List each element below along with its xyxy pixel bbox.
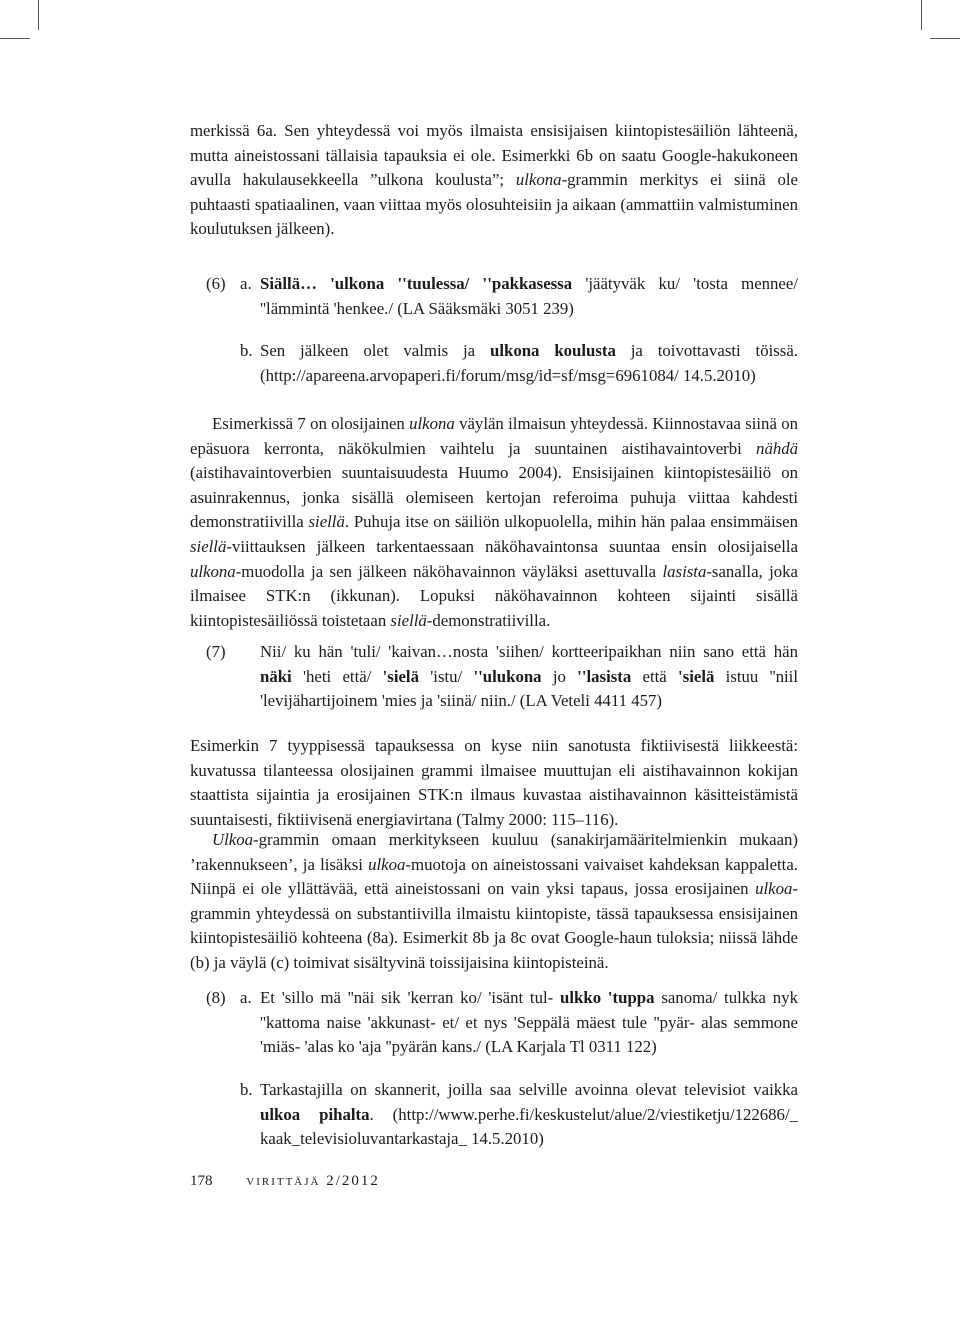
crop-mark bbox=[0, 38, 30, 39]
text: että bbox=[631, 666, 679, 686]
paragraph-ulkoa bbox=[190, 828, 798, 976]
example-label-b: b. bbox=[240, 341, 253, 360]
paragraph-example-7-discussion bbox=[190, 412, 798, 633]
bold-text: ''ulukona bbox=[473, 666, 542, 686]
text: jo bbox=[541, 666, 578, 686]
text: ja toivottavasti töissä. (http://apareena.arvopaperi.fi/forum/msg/id=sf/msg=6961084/ 14.5.2010) bbox=[260, 341, 798, 385]
example-6b-text bbox=[260, 339, 798, 388]
text: -muotoja on aineistossani vaivaiset kahdeksan kappaletta. Niinpä ei ole yllättävää, että aineistossani on vain yksi tapaus, jossa erosijainen bbox=[190, 854, 798, 899]
italic-term: Ulkoa bbox=[212, 830, 254, 849]
text: -grammin merkitys ei siinä ole puhtaasti spatiaalinen, vaan viittaa myös olosuhteisiin ja aikaan (ammattiin valmistuminen koulutuksen jälkeen). bbox=[190, 170, 798, 239]
text: . Puhuja itse on säiliön ulkopuolella, mihin hän palaa ensimmäisen bbox=[344, 512, 798, 532]
example-number: (7) bbox=[206, 642, 226, 661]
text: -sanalla, joka ilmaisee STK:n (ikkunan). Lopuksi näköhavainnon kohteen sijainti sisällä kiintopistesäiliössä toistetaan bbox=[190, 561, 798, 630]
text: 'heti että/ bbox=[291, 666, 383, 686]
text: Esimerkin 7 tyyppisessä tapauksessa on kyse niin sanotusta fiktiivisestä liikkeestä: kuvatussa tilanteessa olosijainen grammi ilmaisee muuttujan eli aistihavainnon kokijan staattista sijaintia ja erosijainen STK:n ilmaus kuvastaa aistihavainnon käsitteistämistä suuntaisesti, fiktiivisenä energiavirtana (Talmy 2000: 115–116). bbox=[190, 736, 798, 829]
text: 'jäätyväk ku/ 'tosta mennee/ ''lämmintä 'henkee./ (LA Sääksmäki 3051 239) bbox=[260, 274, 798, 318]
italic-term: siellä bbox=[390, 610, 427, 630]
italic-term: siellä bbox=[190, 536, 227, 556]
bold-text: ulkoa pihalta bbox=[260, 1104, 370, 1124]
paragraph-intro bbox=[190, 119, 798, 242]
italic-term: siellä bbox=[308, 512, 345, 532]
text: merkissä 6a. Sen yhteydessä voi myös ilmaista ensisijaisen kiintopistesäiliön lähteenä, mutta aineistossani tällaisia tapauksia ei ole. Esimerkki 6b on saatu Google-hakukoneen avulla hakulausekkeella ”ulkona koulusta”; bbox=[190, 121, 798, 190]
italic-term: lasista bbox=[662, 561, 707, 581]
bold-text: ''lasista bbox=[577, 666, 632, 686]
page-number: 178 bbox=[190, 1173, 213, 1189]
example-label-a: a. bbox=[240, 988, 252, 1007]
example-number: (6) bbox=[206, 274, 226, 293]
bold-text: 'sielä bbox=[678, 666, 715, 686]
text: Tarkastajilla on skannerit, joilla saa selville avoinna olevat televisiot vaikka bbox=[260, 1080, 798, 1099]
text: 'istu/ bbox=[418, 666, 474, 686]
text: Sen jälkeen olet valmis ja bbox=[260, 341, 490, 360]
example-8b-text bbox=[260, 1078, 798, 1152]
text: -demonstratiivilla. bbox=[426, 610, 551, 630]
paragraph-fictive-motion bbox=[190, 734, 798, 832]
example-label-b: b. bbox=[240, 1080, 253, 1099]
bold-text: Siällä… 'ulkona ''tuulessa/ ''pakkasessa bbox=[260, 274, 573, 293]
text: -viittauksen jälkeen tarkentaessaan näköhavaintonsa suuntaa ensin olosijaisella bbox=[226, 536, 798, 556]
crop-mark bbox=[921, 0, 922, 30]
text: sanoma/ tulkka nyk ''kattoma naise 'akkunast- et/ et nys 'Seppälä mäest tule ''pyär- alas semmone 'miäs- 'alas ko 'aja ''pyärän kans./ (LA Karjala Tl 0311 122) bbox=[260, 988, 798, 1057]
example-6a-text bbox=[260, 272, 798, 321]
crop-mark bbox=[38, 0, 39, 30]
page-footer bbox=[190, 1173, 380, 1190]
text: Et 'sillo mä ''näi sik 'kerran ko/ 'isänt tul- bbox=[260, 988, 561, 1007]
text: -grammin yhteydessä on substantiivilla ilmaistu kiintopiste, tässä tapauksessa ensisijainen kiintopistesäiliö kohteena (8a). Esimerkit 8b ja 8c ovat Google-haun tuloksia; niissä lähde (b) ja väylä (c) toimivat sisältyvinä toissijaisina kiintopisteinä. bbox=[190, 879, 798, 972]
text: -muodolla ja sen jälkeen näköhavainnon väyläksi asettuvalla bbox=[235, 561, 663, 581]
bold-text: näki bbox=[260, 666, 292, 686]
italic-term: ulkona bbox=[409, 414, 455, 433]
italic-term: ulkona bbox=[190, 561, 236, 581]
journal-name: virittäjä 2/2012 bbox=[246, 1173, 380, 1189]
italic-term: ulkoa bbox=[368, 854, 406, 874]
text: istuu ''niil 'levijähartijoinem 'mies ja 'siinä/ niin./ (LA Veteli 4411 457) bbox=[260, 666, 798, 711]
text: -grammin omaan merkitykseen kuuluu (sanakirjamääritelmienkin mukaan) ’rakennukseen’, ja lisäksi bbox=[190, 830, 798, 874]
text: Nii/ ku hän 'tuli/ 'kaivan…nosta 'siihen/ kortteeripaikhan niin sano että hän bbox=[260, 642, 798, 661]
crop-mark bbox=[930, 38, 960, 39]
bold-text: ulkko 'tuppa bbox=[560, 988, 655, 1007]
example-number: (8) bbox=[206, 988, 226, 1007]
text: . (http://www.perhe.fi/keskustelut/alue/2/viestiketju/122686/_ kaak_televisioluvantarkastaja_ 14.5.2010) bbox=[260, 1104, 799, 1149]
text: väylän ilmaisun yhteydessä. Kiinnostavaa siinä on epäsuora kerronta, näkökulmien vaihtelu ja suuntainen aistihavaintoverbi bbox=[190, 414, 798, 458]
bold-text: ulkona koulusta bbox=[490, 341, 616, 360]
example-7-text bbox=[260, 640, 798, 714]
text: Esimerkissä 7 on olosijainen bbox=[212, 414, 410, 433]
example-8a-text bbox=[260, 986, 798, 1060]
text: (aistihavaintoverbien suuntaisuudesta Huumo 2004). Ensisijainen kiintopistesäiliö on asuinrakennus, jonka sisällä olemiseen kertojan referoima puhuja viittaa kahdesti demonstratiivilla bbox=[190, 463, 798, 532]
italic-term: nähdä bbox=[756, 438, 798, 458]
example-label-a: a. bbox=[240, 274, 252, 293]
italic-term: ulkona bbox=[515, 170, 562, 190]
bold-text: 'sielä bbox=[382, 666, 419, 686]
italic-term: ulkoa bbox=[755, 879, 793, 899]
